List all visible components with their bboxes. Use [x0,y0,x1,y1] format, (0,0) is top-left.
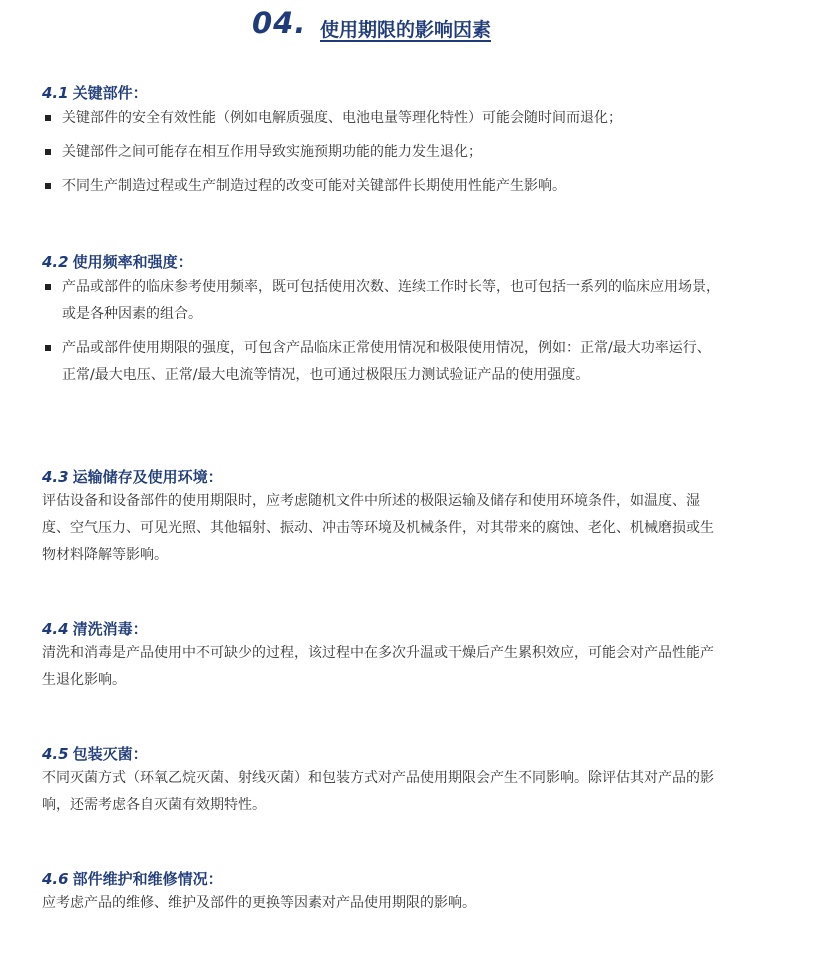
subsection-label: 包装灭菌： [72,745,148,763]
subsection-label: 部件维护和维修情况： [72,870,223,888]
subsection-number: 4.5 [42,745,69,763]
subsection-4-3 [42,466,722,569]
subsection-title [42,82,722,104]
subsection-label: 运输储存及使用环境： [72,468,223,486]
bullet-square-icon [45,345,51,351]
subsection-number: 4.6 [42,870,69,888]
subsection-title [42,466,722,488]
subsection-title [42,251,722,273]
subsection-4-5 [42,743,722,819]
subsection-label: 清洗消毒： [72,620,148,638]
section-number: 04. [252,6,307,40]
subsection-number: 4.4 [42,620,69,638]
bullet-square-icon [45,284,51,290]
bullet-square-icon [45,149,51,155]
subsection-number: 4.2 [42,253,69,271]
subsection-title [42,868,722,890]
subsection-number: 4.1 [42,84,69,102]
subsection-label: 使用频率和强度： [72,253,193,271]
subsection-4-4 [42,618,722,694]
list-item: 关键部件之间可能存在相互作用导致实施预期功能的能力发生退化； [42,139,722,166]
subsection-4-6 [42,868,722,917]
paragraph: 应考虑产品的维修、维护及部件的更换等因素对产品使用期限的影响。 [42,895,476,911]
list-item: 产品或部件的临床参考使用频率，既可包括使用次数、连续工作时长等，也可包括一系列的临床应用场景，或是各种因素的组合。 [42,274,722,328]
paragraph: 评估设备和设备部件的使用期限时，应考虑随机文件中所述的极限运输及储存和使用环境条件，如温度、湿度、空气压力、可见光照、其他辐射、振动、冲击等环境及机械条件，对其带来的腐蚀、老化、机械磨损或生物材料降解等影响。 [42,493,714,563]
paragraph: 不同灭菌方式（环氧乙烷灭菌、射线灭菌）和包装方式对产品使用期限会产生不同影响。除评估其对产品的影响，还需考虑各自灭菌有效期特性。 [42,770,714,813]
list-item: 不同生产制造过程或生产制造过程的改变可能对关键部件长期使用性能产生影响。 [42,173,722,200]
subsection-title [42,743,722,765]
subsection-4-1 [42,82,722,200]
list-item: 产品或部件使用期限的强度，可包含产品临床正常使用情况和极限使用情况，例如：正常/最大功率运行、正常/最大电压、正常/最大电流等情况，也可通过极限压力测试验证产品的使用强度。 [42,335,722,389]
paragraph: 清洗和消毒是产品使用中不可缺少的过程，该过程中在多次升温或干燥后产生累积效应，可能会对产品性能产生退化影响。 [42,645,714,688]
section-title: 使用期限的影响因素 [320,19,492,41]
section-header [0,6,817,46]
list-item: 关键部件的安全有效性能（例如电解质强度、电池电量等理化特性）可能会随时间而退化； [42,105,722,132]
subsection-number: 4.3 [42,468,69,486]
bullet-list [42,274,722,389]
subsection-label: 关键部件： [72,84,148,102]
subsection-title [42,618,722,640]
bullet-square-icon [45,183,51,189]
bullet-square-icon [45,115,51,121]
bullet-list [42,105,722,200]
subsection-4-2 [42,251,722,389]
